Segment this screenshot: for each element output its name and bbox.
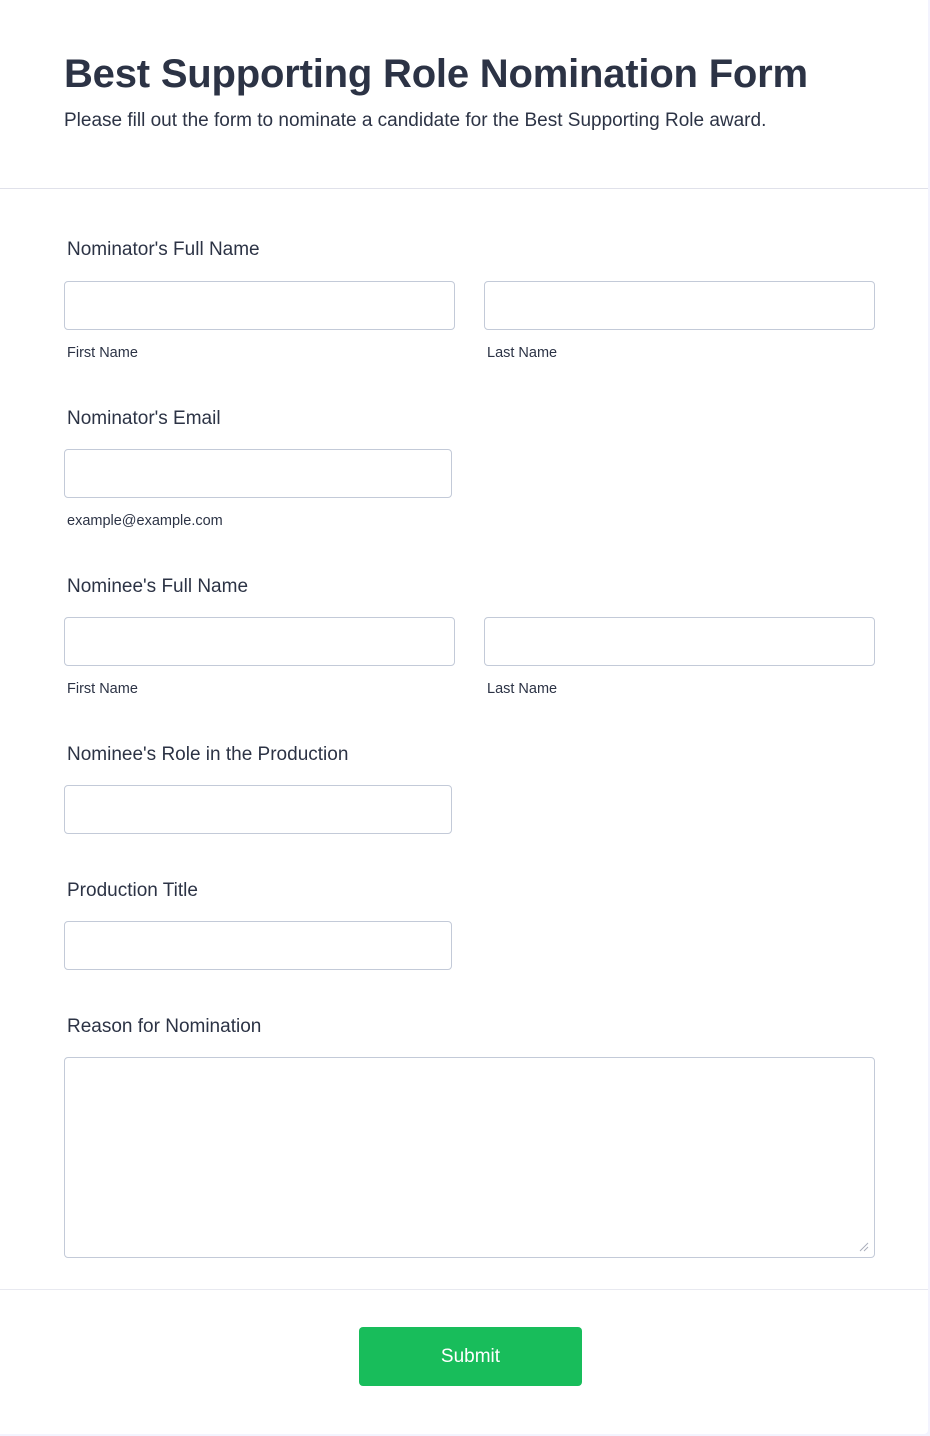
nominee-last-name-sublabel: Last Name xyxy=(487,681,558,697)
reason-textarea[interactable] xyxy=(64,1057,875,1258)
production-title-input[interactable] xyxy=(64,921,452,970)
nominator-last-name-input[interactable] xyxy=(484,281,875,330)
reason-label: Reason for Nomination xyxy=(67,1016,262,1037)
nominator-first-name-input[interactable] xyxy=(64,281,455,330)
footer-divider xyxy=(0,1289,928,1290)
production-title-label: Production Title xyxy=(67,880,198,901)
nominee-first-name-input[interactable] xyxy=(64,617,455,666)
nominator-last-name-sublabel: Last Name xyxy=(487,345,558,361)
nominator-email-sublabel: example@example.com xyxy=(67,513,223,529)
nominee-last-name-input[interactable] xyxy=(484,617,875,666)
form-subtitle: Please fill out the form to nominate a candidate for the Best Supporting Role award. xyxy=(64,110,767,131)
resize-handle-icon[interactable] xyxy=(859,1242,869,1252)
form-header xyxy=(0,0,928,189)
nominator-name-label: Nominator's Full Name xyxy=(67,239,260,260)
nominee-name-label: Nominee's Full Name xyxy=(67,576,249,597)
nominator-email-input[interactable] xyxy=(64,449,452,498)
nominee-role-input[interactable] xyxy=(64,785,452,834)
nominee-role-label: Nominee's Role in the Production xyxy=(67,744,349,765)
nominator-email-label: Nominator's Email xyxy=(67,408,221,429)
nominee-first-name-sublabel: First Name xyxy=(67,681,138,697)
form-title: Best Supporting Role Nomination Form xyxy=(64,52,808,96)
submit-button[interactable]: Submit xyxy=(359,1327,582,1386)
nominator-first-name-sublabel: First Name xyxy=(67,345,138,361)
